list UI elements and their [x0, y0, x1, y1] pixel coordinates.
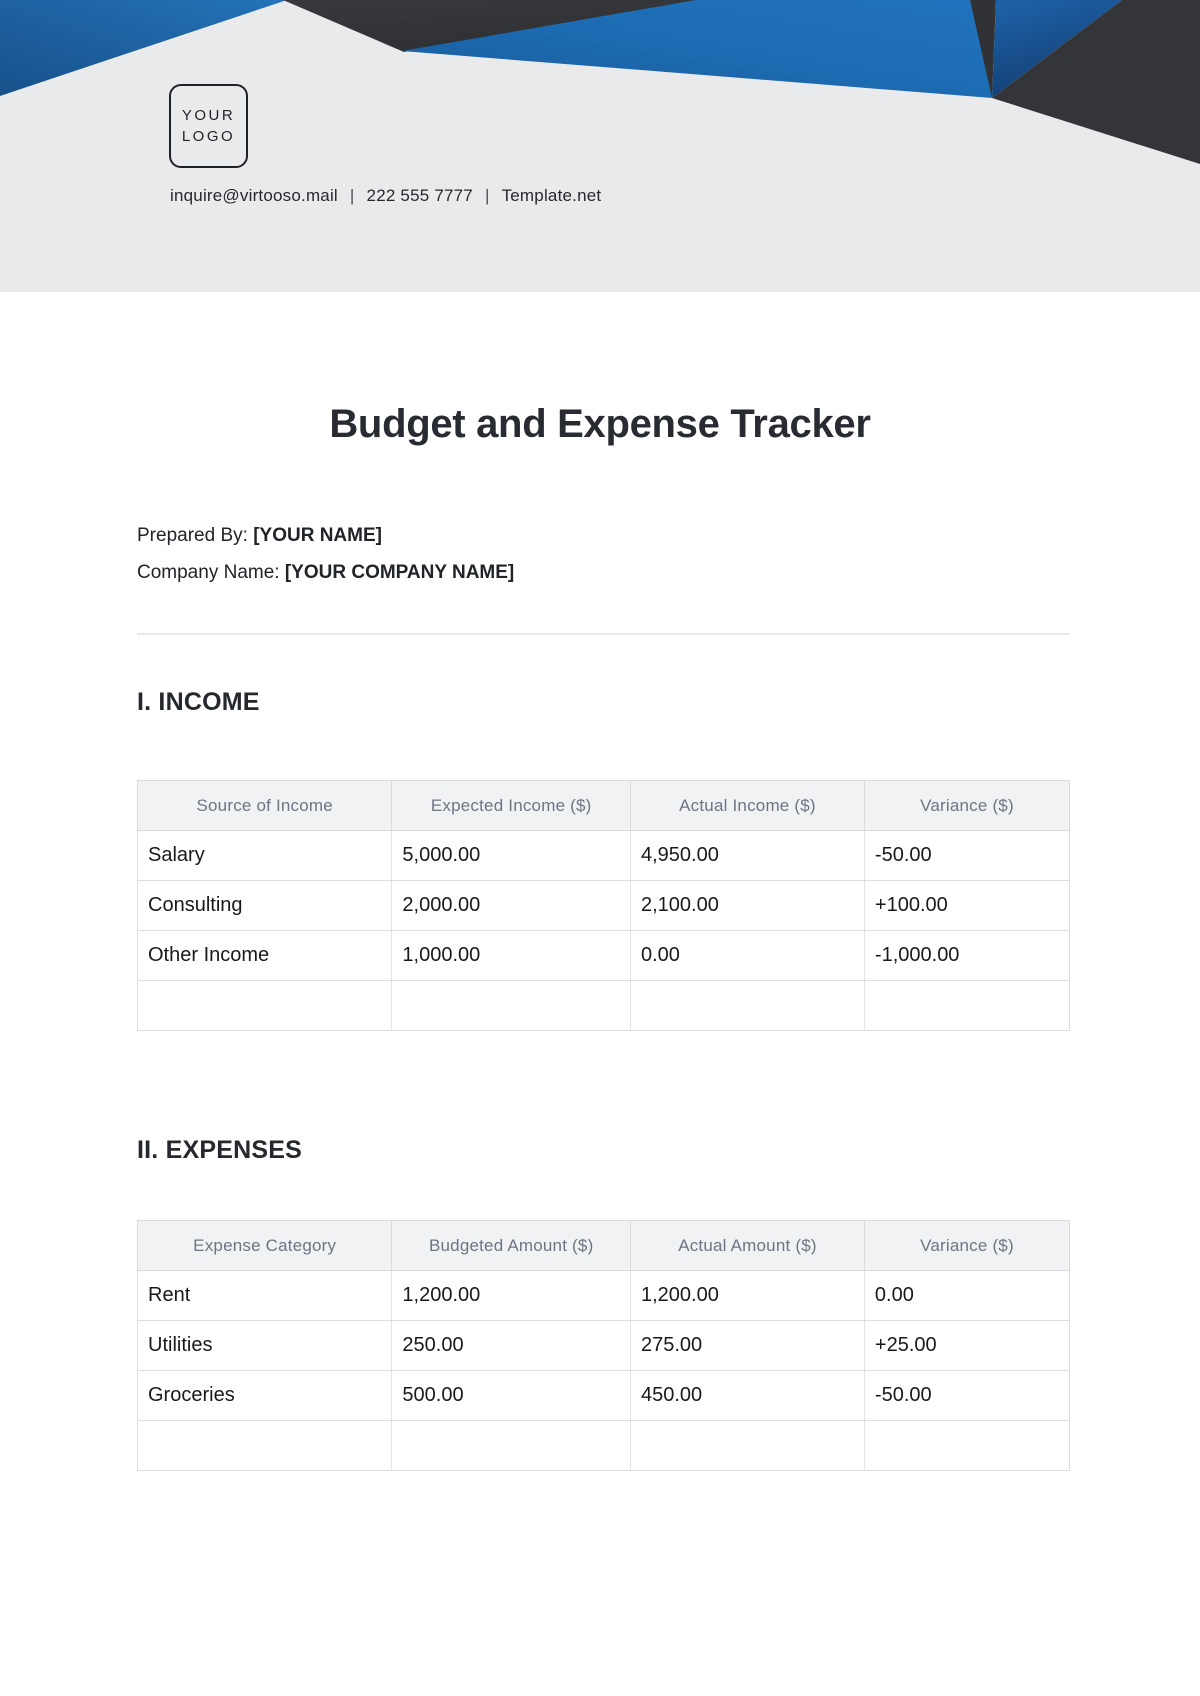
table-cell: 5,000.00: [392, 831, 631, 881]
table-header-cell: Variance ($): [864, 1221, 1069, 1271]
table-cell: +25.00: [864, 1321, 1069, 1371]
table-cell: 2,000.00: [392, 881, 631, 931]
table-cell: Consulting: [138, 881, 392, 931]
table-cell: [864, 981, 1069, 1031]
expenses-section-heading: II. EXPENSES: [137, 1136, 302, 1164]
page-title: Budget and Expense Tracker: [329, 402, 871, 446]
table-header-cell: Expected Income ($): [392, 781, 631, 831]
table-cell: [631, 981, 865, 1031]
prepared-by-line: [137, 517, 514, 554]
table-cell: [864, 1421, 1069, 1471]
table-cell: -1,000.00: [864, 931, 1069, 981]
table-row: [138, 931, 1070, 981]
section-divider: [137, 633, 1070, 635]
table-cell: [631, 1421, 865, 1471]
table-row: [138, 1421, 1070, 1471]
table-cell: Utilities: [138, 1321, 392, 1371]
company-logo: [169, 84, 248, 168]
table-cell: [138, 981, 392, 1031]
table-cell: +100.00: [864, 881, 1069, 931]
table-cell: 500.00: [392, 1371, 631, 1421]
table-cell: 0.00: [631, 931, 865, 981]
table-cell: 1,200.00: [631, 1271, 865, 1321]
header-band: [0, 0, 1200, 292]
table-cell: -50.00: [864, 831, 1069, 881]
table-row: [138, 831, 1070, 881]
contact-website: Template.net: [501, 186, 602, 205]
table-header-cell: Source of Income: [138, 781, 392, 831]
table-cell: 275.00: [631, 1321, 865, 1371]
contact-info: [170, 186, 601, 206]
table-header-cell: Actual Income ($): [631, 781, 865, 831]
table-cell: Other Income: [138, 931, 392, 981]
deco-blue-left-triangle: [0, 0, 287, 96]
table-cell: 1,000.00: [392, 931, 631, 981]
logo-text: [182, 105, 235, 147]
expenses-table: [137, 1220, 1070, 1471]
table-cell: 4,950.00: [631, 831, 865, 881]
table-header-cell: Actual Amount ($): [631, 1221, 865, 1271]
table-header-cell: Expense Category: [138, 1221, 392, 1271]
table-cell: [392, 1421, 631, 1471]
table-cell: Groceries: [138, 1371, 392, 1421]
table-cell: 2,100.00: [631, 881, 865, 931]
logo-line-1: YOUR: [181, 107, 236, 124]
company-name-label: Company Name:: [137, 562, 280, 583]
contact-email: inquire@virtooso.mail: [170, 186, 338, 205]
prepared-by-label: Prepared By:: [137, 525, 248, 546]
table-header-cell: Variance ($): [864, 781, 1069, 831]
table-cell: [138, 1421, 392, 1471]
table-cell: 0.00: [864, 1271, 1069, 1321]
document-meta: [137, 517, 514, 591]
income-section-heading: I. INCOME: [137, 688, 260, 716]
table-row: [138, 881, 1070, 931]
table-cell: -50.00: [864, 1371, 1069, 1421]
table-row: [138, 981, 1070, 1031]
table-header-row: [138, 781, 1070, 831]
table-row: [138, 1321, 1070, 1371]
prepared-by-value: [YOUR NAME]: [253, 525, 382, 546]
table-cell: 450.00: [631, 1371, 865, 1421]
table-row: [138, 1371, 1070, 1421]
table-cell: Rent: [138, 1271, 392, 1321]
income-table: [137, 780, 1070, 1031]
company-name-line: [137, 554, 514, 591]
table-cell: 250.00: [392, 1321, 631, 1371]
table-header-cell: Budgeted Amount ($): [392, 1221, 631, 1271]
table-row: [138, 1271, 1070, 1321]
contact-separator: |: [484, 186, 490, 205]
contact-phone: 222 555 7777: [366, 186, 473, 205]
company-name-value: [YOUR COMPANY NAME]: [284, 562, 515, 583]
table-cell: Salary: [138, 831, 392, 881]
table-cell: 1,200.00: [392, 1271, 631, 1321]
logo-line-2: LOGO: [181, 128, 236, 145]
table-header-row: [138, 1221, 1070, 1271]
contact-separator: |: [349, 186, 355, 205]
table-cell: [392, 981, 631, 1031]
